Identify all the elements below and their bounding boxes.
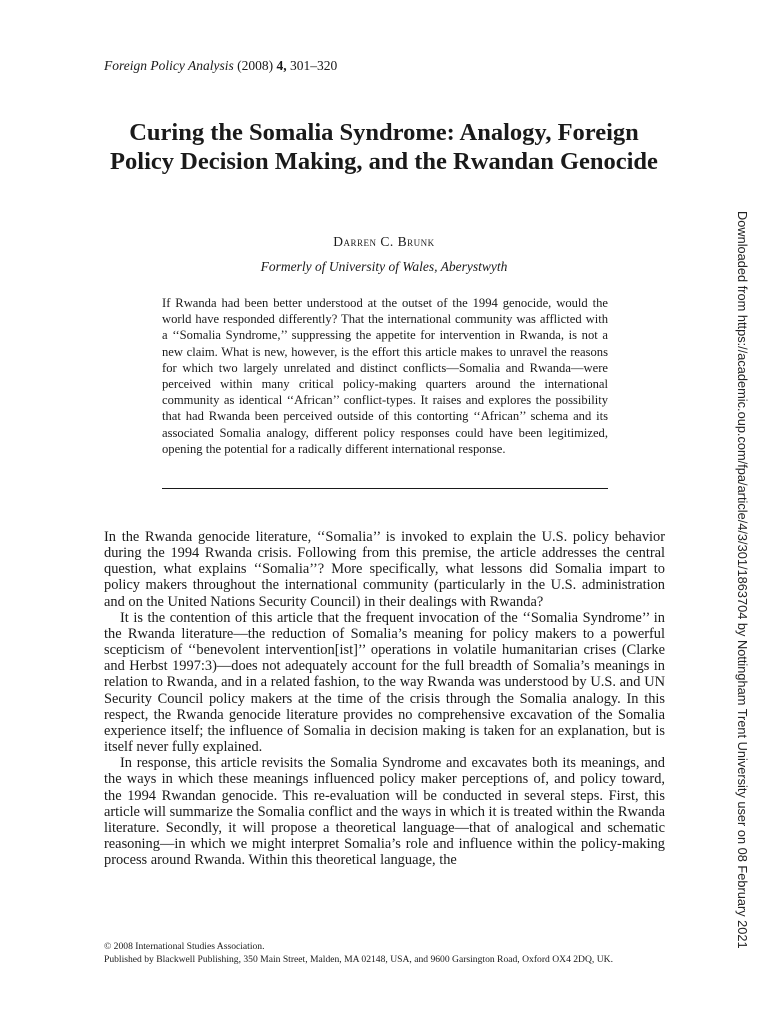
abstract-divider <box>162 488 608 489</box>
page-footer <box>104 941 684 966</box>
article-body <box>104 529 665 868</box>
body-paragraph: In the Rwanda genocide literature, ‘‘Somalia’’ is invoked to explain the U.S. policy behavior during the 1994 Rwanda crisis. Following from this premise, the article addresses the central question, what explains ‘‘Somalia’’? More specifically, what lessons did Somalia impart to policy makers throughout the international community (particularly in the U.S. administration and on the United Nations Security Council) in their dealings with Rwanda? <box>104 529 665 610</box>
author-name: Darren C. Brunk <box>333 234 435 249</box>
article-title: Curing the Somalia Syndrome: Analogy, Foreign Policy Decision Making, and the Rwandan Genocide <box>110 119 658 175</box>
journal-citation <box>104 58 337 74</box>
journal-volume: 4, <box>276 58 287 73</box>
journal-name: Foreign Policy Analysis <box>104 58 234 73</box>
download-sidebar <box>732 211 752 1007</box>
copyright-notice: © 2008 International Studies Association. <box>104 941 265 952</box>
publisher-notice: Published by Blackwell Publishing, 350 Main Street, Malden, MA 02148, USA, and 9600 Garsington Road, Oxford OX4 2DQ, UK. <box>104 953 613 965</box>
author-affiliation: Formerly of University of Wales, Aberystwyth <box>260 259 508 274</box>
journal-pages: 301–320 <box>289 58 338 73</box>
abstract: If Rwanda had been better understood at the outset of the 1994 genocide, would the world have responded differently? That the international community was afflicted with a ‘‘Somalia Syndrome,’’ suppressing the appetite for intervention in Rwanda, is not a new claim. What is new, however, is the effort this article makes to unravel the reasons for which two largely unrelated and distinct conflicts—Somalia and Rwanda—were perceived within many critical policy-making quarters around the international community as identical ‘‘African’’ conflict-types. It raises and explores the possibility that had Rwanda been perceived outside of this contorting ‘‘African’’ schema and its associated Somalia analogy, different policy responses could have been legitimized, opening the potential for a radically different international response. <box>162 296 608 456</box>
download-notice: Downloaded from https://academic.oup.com/fpa/article/4/3/301/1863704 by Nottingham Trent University user on 08 February 2021 <box>735 211 750 949</box>
body-paragraph: It is the contention of this article that the frequent invocation of the ‘‘Somalia Syndrome’’ in the Rwanda literature—the reduction of Somalia’s meaning for policy makers to a powerful scepticism of ‘‘benevolent intervention[ist]’’ operations in volatile humanitarian crises (Clarke and Herbst 1997:3)—does not adequately account for the full breadth of Somalia’s meanings in relation to Rwanda, and in a related fashion, to the way Rwanda was understood by U.S. and UN Security Council policy makers at the time of the crisis through the Somalia analogy. In this respect, the Rwanda genocide literature provides no comprehensive excavation of the Somalia experience itself; the influence of Somalia in decision making is taken for an explanation, but is itself never fully explained. <box>104 609 665 756</box>
journal-year: (2008) <box>237 58 274 73</box>
body-paragraph: In response, this article revisits the Somalia Syndrome and excavates both its meanings, and the ways in which these meanings influenced policy maker perceptions of, and policy toward, the 1994 Rwandan genocide. This re-evaluation will be conducted in several steps. First, this article will summarize the Somalia conflict and the ways in which it is treated within the Rwanda literature. Secondly, it will propose a theoretical language—that of analogical and schematic reasoning—in which we might interpret Somalia’s role and influence within the policy-making process around Rwanda. Within this theoretical language, the <box>104 755 665 869</box>
